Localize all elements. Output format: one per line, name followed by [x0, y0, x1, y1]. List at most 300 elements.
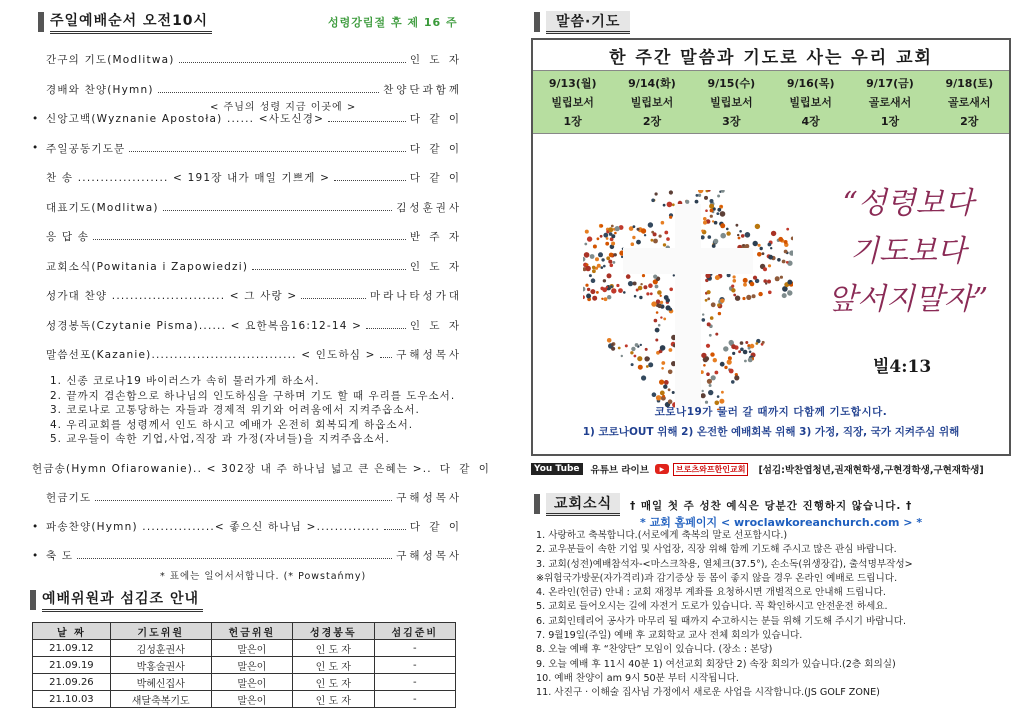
- col-date: 날 짜: [33, 623, 111, 640]
- crowd-person: [768, 255, 773, 260]
- crowd-person: [701, 393, 706, 398]
- crowd-person: [709, 334, 712, 337]
- crowd-person: [652, 392, 657, 397]
- crowd-person: [787, 280, 792, 285]
- crowd-person: [587, 288, 590, 291]
- crowd-person: [635, 343, 639, 347]
- crowd-person: [741, 234, 745, 238]
- crowd-person: [707, 290, 711, 294]
- cross-crowd-image: [583, 190, 793, 410]
- order-item: [32, 461, 492, 476]
- liturgical-season: 성령강림절 후 제 16 주: [328, 16, 458, 29]
- table-cell: 인 도 자: [293, 674, 374, 691]
- header-bar: [38, 12, 44, 32]
- crowd-person: [707, 297, 710, 300]
- crowd-person: [720, 299, 724, 303]
- crowd-person: [706, 372, 710, 376]
- crowd-person: [607, 338, 612, 343]
- crowd-person: [664, 380, 669, 385]
- crowd-person: [734, 375, 739, 380]
- youtube-logo: You Tube: [531, 463, 583, 475]
- reading-day-ch: 2장: [960, 114, 979, 128]
- crowd-person: [655, 285, 659, 289]
- crowd-person: [658, 324, 661, 327]
- crowd-person: [720, 205, 722, 207]
- reading-day-date: 9/14(화): [628, 77, 676, 91]
- crowd-person: [710, 209, 714, 213]
- reading-box: [531, 38, 1011, 456]
- crowd-person: [592, 296, 597, 301]
- crowd-person: [768, 291, 772, 295]
- crowd-person: [663, 204, 666, 207]
- crowd-person: [743, 350, 748, 355]
- crowd-person: [646, 292, 649, 295]
- notice-item: 3. 교회(성전)예배참석자-<마스크착용, 열체크(37.5°), 손소독(위생장갑), 출석명부작성>: [536, 558, 913, 570]
- crowd-person: [668, 388, 671, 391]
- crowd-person: [705, 356, 710, 361]
- homepage-link[interactable]: * 교회 홈페이지 < wroclawkoreanchurch.com > *: [640, 516, 923, 529]
- crowd-person: [669, 288, 673, 292]
- crowd-person: [706, 344, 710, 348]
- table-cell: 말은이: [211, 657, 292, 674]
- crowd-person: [583, 287, 585, 292]
- crowd-person: [603, 233, 608, 238]
- order-label: 찬 송 .................... < 191장 내가 매일 기쁘게 >: [46, 172, 331, 184]
- crowd-person: [702, 318, 706, 322]
- crowd-person: [720, 211, 726, 217]
- crowd-person: [605, 242, 609, 246]
- crowd-person: [753, 276, 757, 280]
- crowd-person: [589, 274, 592, 277]
- order-label: 응 답 송: [46, 231, 90, 243]
- reading-day: [850, 71, 929, 133]
- calligraphy-line-2: 기도보다: [850, 234, 966, 269]
- crowd-person: [724, 366, 727, 369]
- crowd-person: [723, 346, 728, 351]
- crowd-person: [585, 284, 588, 287]
- crowd-person: [711, 375, 716, 380]
- crowd-person: [786, 228, 789, 231]
- crowd-person: [666, 305, 671, 310]
- crowd-person: [782, 260, 786, 264]
- order-bullet: •: [32, 112, 39, 125]
- crowd-person: [659, 235, 662, 238]
- crowd-person: [610, 264, 614, 268]
- prayer-item: 2. 끝까지 겸손함으로 하나님의 인도하심을 구하며 기도 할 때 우리를 도우소서.: [50, 389, 456, 402]
- crowd-person: [695, 200, 699, 204]
- order-bullet: •: [32, 549, 39, 562]
- order-leader: 반 주 자: [409, 231, 462, 243]
- leader-dots: [129, 151, 405, 152]
- header-bar: [534, 494, 540, 514]
- crowd-person: [607, 295, 611, 299]
- crowd-person: [719, 399, 724, 404]
- order-leader: 구해성목사: [396, 492, 462, 504]
- crowd-person: [661, 361, 665, 365]
- crowd-person: [753, 241, 758, 246]
- order-item: [32, 548, 462, 563]
- crowd-person: [744, 360, 747, 363]
- communion-notice: † 매일 첫 주 성찬 예식은 당분간 진행하지 않습니다. †: [630, 500, 913, 512]
- crowd-person: [638, 365, 643, 370]
- crowd-person: [720, 362, 725, 367]
- order-label: 말씀선포(Kazanie)................................ < 인도하심 >: [46, 349, 376, 361]
- crowd-person: [640, 344, 642, 346]
- table-cell: 인 도 자: [293, 691, 374, 708]
- crowd-person: [644, 234, 646, 236]
- committee-title: 예배위원과 섬김조 안내: [42, 588, 203, 612]
- crowd-person: [709, 204, 714, 209]
- order-label: 간구의 기도(Modlitwa): [46, 54, 175, 66]
- crowd-person: [703, 221, 707, 225]
- crowd-person: [641, 228, 646, 233]
- leader-dots: [77, 558, 392, 559]
- crowd-person: [648, 362, 653, 367]
- crowd-person: [760, 247, 763, 250]
- table-cell: 21.09.19: [33, 657, 111, 674]
- crowd-person: [600, 287, 604, 291]
- reading-day-book: 골로새서: [948, 95, 991, 109]
- reading-plan-row: [533, 70, 1009, 134]
- leader-dots: [158, 92, 380, 93]
- table-cell: 21.09.12: [33, 640, 111, 657]
- crowd-person: [715, 371, 719, 375]
- crowd-person: [717, 208, 721, 212]
- crowd-person: [587, 236, 592, 241]
- crowd-person: [654, 319, 658, 323]
- crowd-person: [698, 194, 701, 197]
- leader-dots: [179, 62, 406, 63]
- reading-day-ch: 4장: [801, 114, 820, 128]
- committee-header: [30, 590, 203, 610]
- col-reading: 성경봉독: [293, 623, 374, 640]
- crowd-person: [704, 196, 708, 200]
- leader-dots: [93, 239, 406, 240]
- crowd-person: [616, 284, 619, 287]
- crowd-person: [791, 237, 793, 241]
- table-cell: -: [374, 640, 455, 657]
- crowd-person: [618, 347, 621, 350]
- leader-dots: [366, 328, 406, 329]
- crowd-person: [717, 195, 720, 198]
- leader-dots: [163, 210, 393, 211]
- crowd-person: [642, 274, 645, 277]
- crowd-person: [660, 391, 665, 396]
- crowd-person: [660, 301, 663, 304]
- crowd-person: [771, 231, 776, 236]
- crowd-person: [583, 257, 585, 262]
- order-bullet: •: [32, 142, 39, 154]
- order-item: [32, 259, 462, 274]
- crowd-person: [608, 227, 613, 232]
- reading-day-date: 9/16(목): [786, 77, 835, 91]
- order-item: [32, 229, 462, 244]
- crowd-person: [731, 380, 735, 384]
- prayer-list: [50, 374, 455, 447]
- word-prayer-title: 말씀·기도: [546, 11, 630, 34]
- crowd-person: [584, 243, 587, 246]
- crowd-person: [626, 274, 631, 279]
- order-bullet: •: [32, 520, 39, 533]
- crowd-person: [755, 224, 760, 229]
- reading-box-title: 한 주간 말씀과 기도로 사는 우리 교회: [609, 47, 933, 68]
- cross-horizontal: [623, 248, 753, 274]
- order-leader: 인 도 자: [409, 260, 462, 273]
- crowd-person: [609, 232, 613, 236]
- order-label: 대표기도(Modlitwa): [46, 201, 159, 214]
- order-leader: 인 도 자: [409, 319, 462, 332]
- crowd-person: [632, 236, 635, 239]
- order-item: [32, 347, 462, 362]
- header-bar: [534, 12, 540, 32]
- crowd-person: [656, 395, 661, 400]
- crowd-person: [659, 380, 664, 385]
- order-label: 성경봉독(Czytanie Pisma)...... < 요한복음16:12-14 >: [46, 319, 363, 332]
- crowd-person: [614, 253, 617, 256]
- order-label: 헌금송(Hymn Ofiarowanie).. < 302장 내 주 하나님 넓고 큰 은혜는 >..: [32, 463, 432, 475]
- crowd-person: [742, 244, 744, 246]
- table-cell: -: [374, 674, 455, 691]
- order-item: [32, 82, 462, 97]
- crowd-person: [768, 243, 772, 247]
- crowd-person: [660, 345, 666, 351]
- crowd-person: [733, 279, 737, 283]
- crowd-person: [663, 243, 666, 246]
- crowd-person: [601, 266, 604, 269]
- crowd-person: [739, 230, 742, 233]
- table-cell: 말은이: [211, 674, 292, 691]
- crowd-person: [735, 296, 740, 301]
- order-label: 헌금기도: [46, 492, 92, 504]
- standing-footnote: * 표에는 일어서서합니다. (* Powstańmy): [160, 571, 367, 582]
- crowd-person: [703, 364, 706, 367]
- crowd-person: [717, 395, 720, 398]
- crowd-person: [727, 360, 732, 365]
- crowd-person: [621, 355, 623, 357]
- table-cell: 말은이: [211, 640, 292, 657]
- prayer-item: 5. 교우들이 속한 기업,사업,직장 과 가정(자녀들)을 지켜주옵소서.: [50, 433, 390, 445]
- notice-item: 5. 교회로 들어오시는 길에 자전거 도로가 있습니다. 꼭 확인하시고 안전운전 하세요.: [536, 601, 888, 613]
- crowd-person: [752, 294, 756, 298]
- crowd-person: [606, 237, 609, 240]
- crowd-person: [644, 356, 649, 361]
- order-leader: 구해성목사: [396, 349, 462, 361]
- crowd-person: [639, 296, 642, 299]
- crowd-person: [770, 247, 772, 249]
- crowd-person: [762, 252, 765, 255]
- order-label: 신앙고백(Wyznanie Apostoła) ...... <사도신경>: [46, 113, 325, 125]
- reading-day-date: 9/15(수): [707, 77, 756, 91]
- crowd-person: [610, 285, 613, 288]
- order-item: [32, 490, 462, 505]
- order-leader: 인 도 자: [409, 54, 462, 66]
- crowd-person: [648, 222, 653, 227]
- corona-prayer-line: 코로나19가 물러 갈 때까지 다함께 기도합시다.: [654, 406, 888, 418]
- notice-item: 7. 9월19일(주일) 예배 후 교회학교 교사 전체 회의가 있습니다.: [536, 630, 803, 642]
- crowd-person: [634, 355, 637, 358]
- crowd-person: [708, 390, 713, 395]
- crowd-person: [593, 245, 597, 249]
- crowd-person: [598, 252, 603, 257]
- col-offering: 헌금위원: [211, 623, 292, 640]
- crowd-person: [640, 283, 642, 285]
- crowd-person: [698, 190, 703, 193]
- crowd-person: [611, 225, 614, 228]
- prayer-item: 1. 신종 코로나19 바이러스가 속히 물러가게 하소서.: [50, 375, 320, 387]
- crowd-person: [716, 212, 719, 215]
- crowd-person: [666, 237, 670, 241]
- crowd-person: [731, 344, 736, 349]
- crowd-person: [669, 216, 672, 219]
- leader-dots: [95, 500, 392, 501]
- notice-item: 1. 사랑하고 축복합니다.(서로에게 축복의 말로 선포합시다.): [536, 530, 788, 541]
- crowd-person: [618, 288, 623, 293]
- crowd-person: [611, 242, 615, 246]
- reading-day-ch: 1장: [563, 114, 582, 128]
- crowd-person: [650, 292, 653, 295]
- crowd-person: [786, 261, 789, 264]
- order-item: [32, 52, 462, 67]
- notice-item: 10. 예배 찬양이 am 9시 50분 부터 시작됩니다.: [536, 672, 739, 684]
- calligraphy-line-3: 앞서지말자”: [827, 282, 989, 317]
- word-prayer-header: [534, 12, 630, 32]
- reading-day-book: 빌립보서: [630, 95, 674, 109]
- reading-day: [692, 71, 771, 133]
- worship-order-title: 주일예배순서 오전10시: [50, 10, 212, 34]
- order-item: [32, 170, 462, 185]
- crowd-person: [767, 280, 771, 284]
- crowd-person: [720, 233, 726, 239]
- table-row: [33, 674, 456, 691]
- crowd-person: [609, 253, 614, 258]
- crowd-person: [669, 348, 673, 352]
- crowd-person: [775, 276, 780, 281]
- crowd-person: [782, 293, 787, 298]
- crowd-person: [603, 279, 606, 282]
- crowd-person: [757, 252, 762, 257]
- crowd-person: [733, 275, 736, 278]
- reading-day-date: 9/13(월): [548, 77, 597, 91]
- reading-day-date: 9/18(토): [945, 77, 994, 91]
- crowd-person: [641, 375, 646, 380]
- order-leader: 김성훈권사: [396, 201, 462, 214]
- crowd-person: [648, 283, 653, 288]
- crowd-person: [651, 199, 655, 203]
- crowd-person: [597, 237, 600, 240]
- calligraphy-reference: 빌4:13: [873, 357, 932, 377]
- news-header: [534, 494, 620, 514]
- crowd-person: [591, 278, 596, 283]
- reading-day-ch: 2장: [642, 114, 662, 128]
- crowd-person: [643, 285, 647, 289]
- order-item: [32, 200, 462, 215]
- table-cell: 21.09.26: [33, 674, 111, 691]
- crowd-person: [633, 282, 637, 286]
- reading-day-ch: 3장: [722, 114, 741, 128]
- header-bar: [30, 590, 36, 610]
- crowd-person: [750, 282, 755, 287]
- crowd-person: [611, 288, 616, 293]
- order-label: 주일공동기도문: [46, 142, 126, 155]
- youtube-servers: [섬김:박찬엽청년,권재현학생,구현경학생,구현재학생]: [758, 465, 984, 476]
- crowd-person: [663, 318, 666, 321]
- leader-dots: [252, 269, 406, 270]
- reading-day: [930, 71, 1009, 133]
- crowd-person: [731, 285, 734, 288]
- crowd-person: [768, 264, 771, 267]
- order-label: 파송찬양(Hymn) ................< 좋으신 하나님 >..............: [46, 521, 381, 533]
- notice-item: 8. 오늘 예배 후 “찬양단” 모임이 있습니다. (장소 : 본당): [536, 644, 773, 656]
- crowd-person: [718, 312, 721, 315]
- crowd-person: [736, 224, 739, 227]
- crowd-person: [778, 237, 783, 242]
- crowd-person: [738, 350, 741, 353]
- crowd-person: [720, 223, 725, 228]
- crowd-person: [633, 225, 636, 228]
- crowd-person: [653, 239, 658, 244]
- crowd-person: [655, 339, 658, 342]
- crowd-person: [653, 232, 657, 236]
- crowd-person: [636, 240, 641, 245]
- crowd-person: [726, 231, 730, 235]
- crowd-person: [660, 295, 662, 297]
- crowd-person: [743, 278, 748, 283]
- crowd-person: [631, 242, 635, 246]
- crowd-person: [655, 328, 660, 333]
- crowd-person: [664, 231, 668, 235]
- crowd-person: [738, 237, 741, 240]
- crowd-person: [685, 200, 689, 204]
- crowd-person: [748, 347, 751, 350]
- calligraphy: [813, 180, 1003, 324]
- crowd-person: [603, 265, 606, 268]
- order-leader: 다 같 이: [409, 113, 462, 125]
- notice-item: 4. 온라인(헌금) 안내 : 교회 재정부 계좌를 요청하시면 개별적으로 안내해 드립니다.: [536, 587, 886, 599]
- crowd-person: [705, 299, 708, 302]
- crowd-person: [585, 266, 591, 272]
- crowd-person: [702, 390, 704, 392]
- crowd-person: [672, 391, 675, 394]
- crowd-person: [737, 234, 739, 236]
- crowd-person: [668, 370, 673, 375]
- crowd-person: [663, 385, 667, 389]
- youtube-channel-link[interactable]: 브로츠와프한인교회: [673, 463, 749, 476]
- notice-item: 9. 오늘 예배 후 11시 40분 1) 여선교회 회장단 2) 속장 회의가 있습니다.(2층 회의실): [536, 658, 896, 670]
- crowd-person: [584, 252, 590, 258]
- crowd-person: [749, 351, 752, 354]
- leader-dots: [384, 529, 406, 530]
- notice-item: 11. 사진구 · 이해술 집사님 가정에서 새로운 사업을 시작합니다.(JS GOLF ZONE): [536, 687, 880, 699]
- crowd-person: [721, 391, 724, 394]
- crowd-person: [710, 215, 713, 218]
- reading-day-date: 9/17(금): [866, 77, 914, 91]
- col-prayer: 기도위원: [110, 623, 211, 640]
- crowd-person: [745, 232, 751, 238]
- crowd-person: [637, 228, 640, 231]
- table-cell: 인 도 자: [293, 657, 374, 674]
- crowd-person: [608, 260, 612, 264]
- crowd-person: [592, 266, 596, 270]
- crowd-person: [631, 363, 634, 366]
- crowd-person: [625, 344, 628, 347]
- reading-day: [612, 71, 691, 133]
- crowd-person: [710, 352, 714, 356]
- crowd-person: [601, 298, 603, 300]
- crowd-person: [623, 291, 626, 294]
- table-cell: 새달축복기도: [110, 691, 211, 708]
- crowd-person: [701, 235, 705, 239]
- crowd-person: [657, 304, 662, 309]
